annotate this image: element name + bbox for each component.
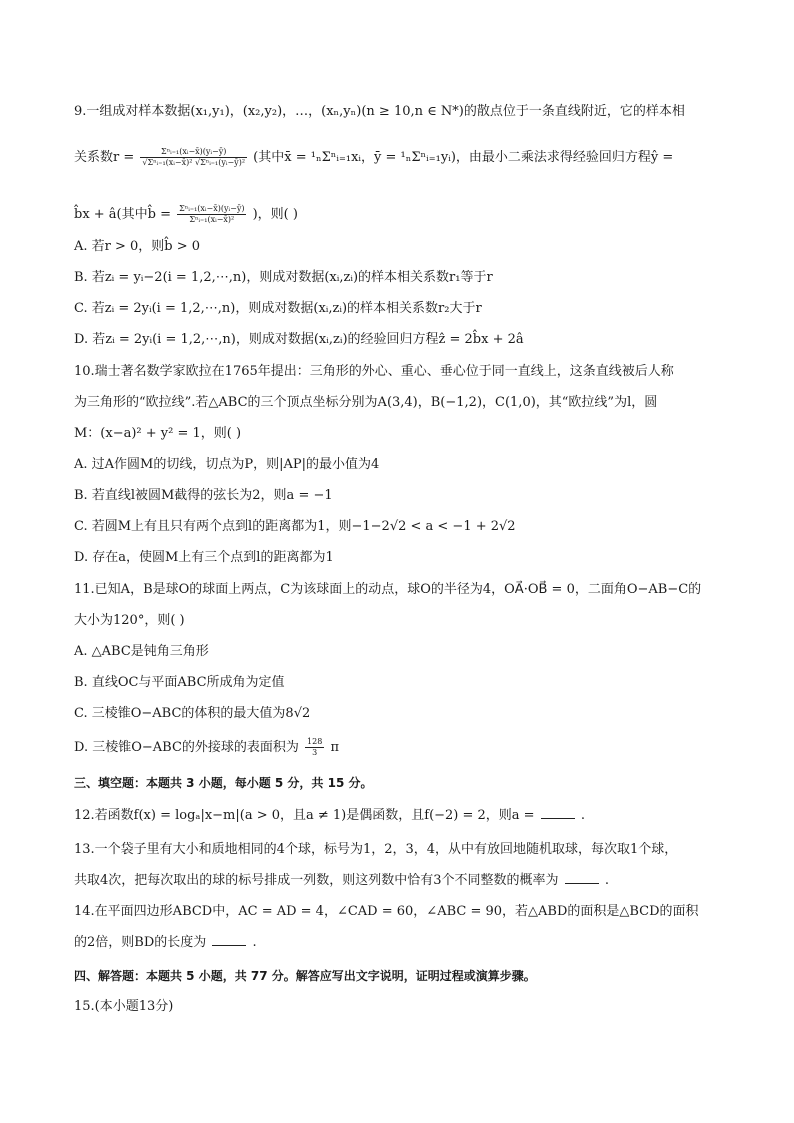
- q9-b-numerator: Σⁿᵢ₌₁(xᵢ−x̄)(yᵢ−ȳ): [179, 204, 245, 213]
- q11-line-2: 大小为120°，则( ): [74, 613, 185, 628]
- q12-line: [74, 806, 734, 826]
- q12-period: .: [580, 808, 585, 823]
- q13-answer-blank[interactable]: [565, 871, 599, 884]
- q11-option-d-denominator: 3: [312, 748, 318, 757]
- q14-period: .: [252, 935, 257, 950]
- q15-heading: 15.(本小题13分): [74, 999, 174, 1014]
- q10-option-c: C. 若圆M上有且只有两个点到l的距离都为1，则−1−2√2 < a < −1 + 2√2: [74, 519, 516, 534]
- q9-line-3: [74, 204, 734, 225]
- q14-answer-blank[interactable]: [212, 933, 246, 946]
- q10-option-d: D. 存在a，使圆M上有三个点到l的距离都为1: [74, 550, 334, 565]
- q9-r-numerator: Σⁿᵢ₌₁(xᵢ−x̄)(yᵢ−ȳ): [140, 147, 247, 158]
- q13-text: 共取4次，把每次取出的球的标号排成一列数，则这列数中恰有3个不同整数的概率为: [74, 873, 559, 888]
- q9-b-label: b̂x + â(其中b̂ =: [74, 207, 171, 222]
- q9-line-2-tail: (其中x̄ = ¹ₙΣⁿᵢ₌₁xᵢ，ȳ = ¹ₙΣⁿᵢ₌₁yᵢ)，由最小二乘法求得经验回归方程ŷ =: [253, 150, 674, 165]
- q10-option-a: A. 过A作圆M的切线，切点为P，则|AP|的最小值为4: [74, 457, 380, 472]
- q9-r-fraction: [140, 147, 247, 168]
- q10-option-b: B. 若直线l被圆M截得的弦长为2，则a = −1: [74, 488, 333, 503]
- q10-line-1: 10.瑞士著名数学家欧拉在1765年提出：三角形的外心、重心、垂心位于同一直线上，这条直线被后人称: [74, 364, 674, 379]
- q14-line-1: 14.在平面四边形ABCD中，AC = AD = 4，∠CAD = 60，∠ABC = 90，若△ABD的面积是△BCD的面积: [74, 904, 699, 919]
- q9-option-c: C. 若zᵢ = 2yᵢ(i = 1,2,⋯,n)，则成对数据(xᵢ,zᵢ)的样本相关系数r₂大于r: [74, 301, 482, 316]
- q9-line-3-tail: )，则( ): [252, 207, 298, 222]
- q13-line-2: [74, 871, 734, 891]
- q9-r-denominator: √Σⁿᵢ₌₁(xᵢ−x̄)² √Σⁿᵢ₌₁(yᵢ−ȳ)²: [142, 158, 246, 167]
- q14-line-2: [74, 933, 734, 953]
- section-4-heading: 四、解答题：本题共 5 小题，共 77 分。解答应写出文字说明，证明过程或演算步骤。: [74, 969, 536, 983]
- q11-line-1: 11.已知A，B是球O的球面上两点，C为该球面上的动点，球O的半径为4，OA⃗·OB⃗ = 0，二面角O−AB−C的: [74, 582, 702, 597]
- q11-option-d-numerator: 128: [307, 737, 323, 746]
- q11-option-c: C. 三棱锥O−ABC的体积的最大值为8√2: [74, 706, 311, 721]
- q13-period: .: [604, 873, 609, 888]
- q9-option-a: A. 若r > 0，则b̂ > 0: [74, 239, 201, 254]
- q11-option-d: [74, 737, 734, 758]
- q11-option-d-text: D. 三棱锥O−ABC的外接球的表面积为: [74, 740, 299, 755]
- q11-option-a: A. △ABC是钝角三角形: [74, 644, 209, 659]
- q9-r-label: 关系数r =: [74, 150, 135, 165]
- q9-line-1: 9.一组成对样本数据(x₁,y₁)，(x₂,y₂)，…，(xₙ,yₙ)(n ≥ 10,n ∈ N*)的散点位于一条直线附近，它的样本相: [74, 104, 685, 119]
- q12-answer-blank[interactable]: [541, 806, 575, 819]
- q11-option-d-fraction: [305, 737, 324, 758]
- q9-b-fraction: [177, 204, 246, 225]
- section-3-heading: 三、填空题：本题共 3 小题，每小题 5 分，共 15 分。: [74, 776, 373, 790]
- q12-text: 12.若函数f(x) = logₐ|x−m|(a > 0，且a ≠ 1)是偶函数，且f(−2) = 2，则a =: [74, 808, 535, 823]
- q14-text: 的2倍，则BD的长度为: [74, 935, 207, 950]
- q9-line-2: [74, 147, 734, 168]
- q9-option-d: D. 若zᵢ = 2yᵢ(i = 1,2,⋯,n)，则成对数据(xᵢ,zᵢ)的经验回归方程ẑ = 2b̂x + 2â: [74, 332, 524, 347]
- q9-b-denominator: Σⁿᵢ₌₁(xᵢ−x̄)²: [189, 215, 235, 224]
- q10-line-2: 为三角形的“欧拉线”.若△ABC的三个顶点坐标分别为A(3,4)，B(−1,2)，C(1,0)，其“欧拉线”为l，圆: [74, 395, 658, 410]
- q11-option-b: B. 直线OC与平面ABC所成角为定值: [74, 675, 285, 690]
- q9-option-b: B. 若zᵢ = yᵢ−2(i = 1,2,⋯,n)，则成对数据(xᵢ,zᵢ)的样本相关系数r₁等于r: [74, 270, 493, 285]
- q10-line-3: M：(x−a)² + y² = 1，则( ): [74, 426, 242, 441]
- q13-line-1: 13.一个袋子里有大小和质地相同的4个球，标号为1，2，3，4，从中有放回地随机取球，每次取1个球，: [74, 842, 678, 857]
- q11-option-d-pi: π: [330, 740, 340, 755]
